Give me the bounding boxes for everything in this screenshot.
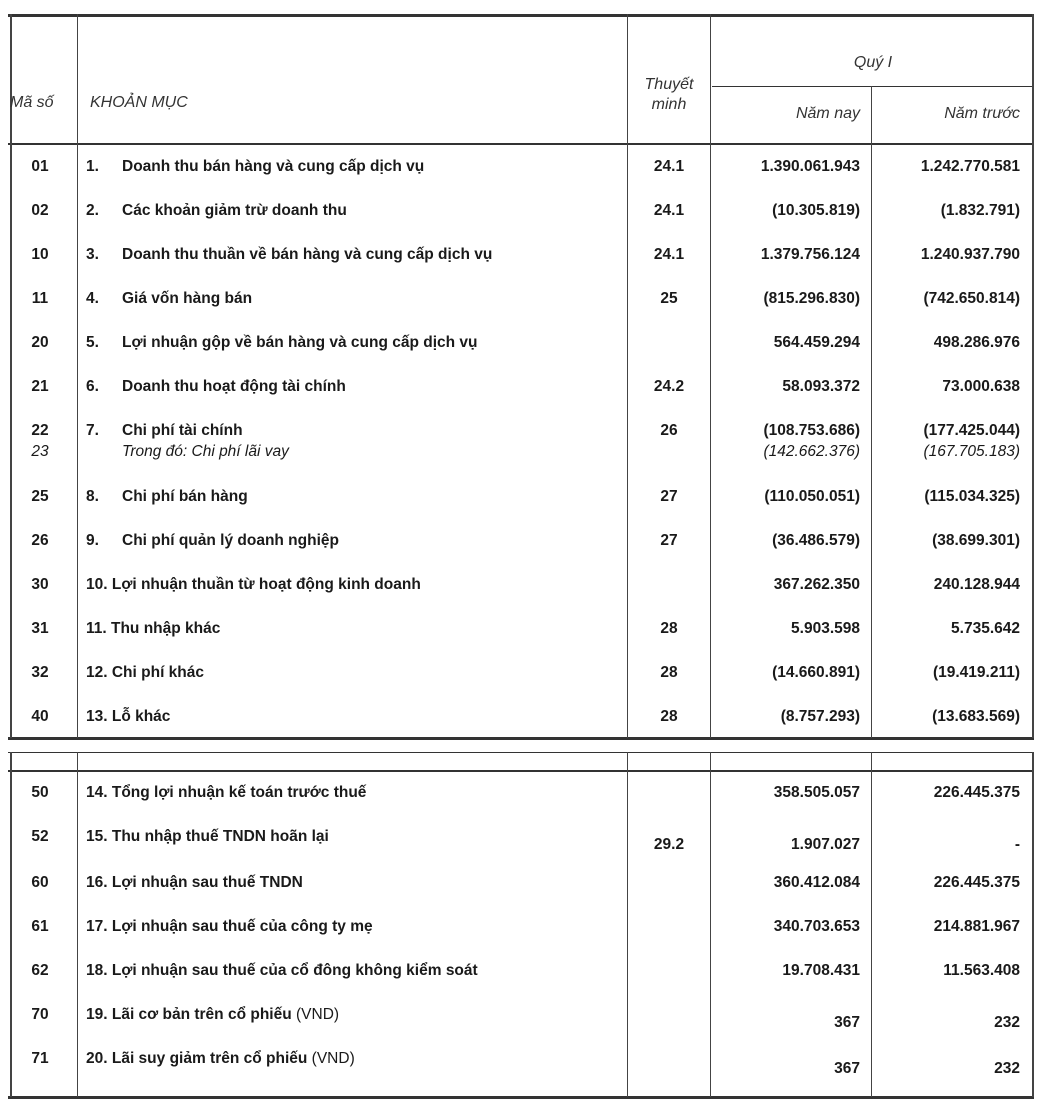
row-current: (36.486.579) [772, 532, 860, 549]
row-sub-current: (142.662.376) [763, 443, 860, 460]
row-current: (14.660.891) [772, 664, 860, 681]
row-current: 340.703.653 [773, 918, 860, 935]
period-divider [712, 86, 1034, 87]
row-code: 26 [31, 532, 49, 549]
row-current: 5.903.598 [791, 620, 860, 637]
row-previous: 73.000.638 [942, 378, 1020, 395]
row-number: 3. [86, 246, 99, 263]
header-current-year: Năm nay [795, 105, 860, 122]
row-current: 1.907.027 [791, 836, 860, 853]
row-previous: 498.286.976 [933, 334, 1020, 351]
row-sub-code: 23 [31, 443, 49, 460]
table-row [0, 960, 1041, 1004]
row-note: 25 [660, 290, 678, 307]
row-note: 28 [660, 664, 678, 681]
row-note: 24.1 [653, 202, 685, 219]
row-label: Doanh thu bán hàng và cung cấp dịch vụ [122, 158, 425, 175]
row-note: 27 [660, 532, 678, 549]
row-note: 28 [660, 708, 678, 725]
income-statement-bottom [0, 752, 1041, 1106]
row-code: 60 [31, 874, 49, 891]
row-previous: 1.240.937.790 [920, 246, 1020, 263]
table-row [0, 826, 1041, 870]
row-previous: (38.699.301) [932, 532, 1020, 549]
header-period: Quý I [853, 54, 893, 71]
row-code: 40 [31, 708, 49, 725]
row-previous: (742.650.814) [923, 290, 1020, 307]
row-number: 2. [86, 202, 99, 219]
row-current: 1.390.061.943 [760, 158, 860, 175]
row-code: 61 [31, 918, 49, 935]
header-note-line2: minh [651, 96, 687, 113]
row-previous: (19.419.211) [932, 664, 1020, 681]
row-previous: 5.735.642 [951, 620, 1020, 637]
table-row [0, 618, 1041, 662]
table-row [0, 706, 1041, 750]
row-number: 7. [86, 422, 99, 439]
row-note: 29.2 [653, 836, 685, 853]
row-current: 564.459.294 [773, 334, 860, 351]
table-row [0, 156, 1041, 200]
row-code: 02 [31, 202, 49, 219]
row-previous: (177.425.044) [923, 422, 1020, 439]
header-bottom-rule [8, 143, 1034, 145]
row-code: 11 [31, 290, 49, 307]
row-code: 70 [31, 1006, 49, 1023]
row-label: 11. Thu nhập khác [86, 620, 221, 637]
row-current: 360.412.084 [773, 874, 860, 891]
table-row [0, 244, 1041, 288]
bottom-border [8, 1096, 1034, 1099]
header-note-line1: Thuyết [644, 76, 694, 93]
row-current: (108.753.686) [763, 422, 860, 439]
header-code: Mã số [10, 94, 54, 111]
row-note: 24.1 [653, 158, 685, 175]
row-code: 22 [31, 422, 49, 439]
table-row [0, 200, 1041, 244]
row-label: 16. Lợi nhuận sau thuế TNDN [86, 874, 303, 891]
row-previous: 1.242.770.581 [920, 158, 1020, 175]
row-note: 24.2 [653, 378, 685, 395]
row-previous: 240.128.944 [933, 576, 1020, 593]
table-row [0, 662, 1041, 706]
row-label: 10. Lợi nhuận thuần từ hoạt động kinh doanh [86, 576, 421, 593]
row-current: 367 [834, 1060, 860, 1077]
row-label: 19. Lãi cơ bản trên cổ phiếu (VND) [86, 1006, 340, 1023]
row-current: 1.379.756.124 [760, 246, 860, 263]
row-code: 30 [31, 576, 49, 593]
row-label: Chi phí tài chính [122, 422, 243, 439]
row-code: 50 [31, 784, 49, 801]
table-row [0, 1048, 1041, 1092]
row-code: 32 [31, 664, 49, 681]
row-previous: (1.832.791) [940, 202, 1020, 219]
row-current: (110.050.051) [764, 488, 860, 505]
row-number: 4. [86, 290, 99, 307]
row-label: Lợi nhuận gộp về bán hàng và cung cấp dịch vụ [122, 334, 478, 351]
row-label: 20. Lãi suy giảm trên cổ phiếu (VND) [86, 1050, 355, 1067]
row-code: 52 [31, 828, 49, 845]
row-code: 31 [31, 620, 49, 637]
row-unit: (VND) [307, 1050, 355, 1067]
row-code: 71 [31, 1050, 49, 1067]
row-sub-label: Trong đó: Chi phí lãi vay [122, 443, 289, 460]
row-code: 01 [31, 158, 49, 175]
table-row [0, 376, 1041, 420]
header-item: KHOẢN MỤC [90, 94, 188, 111]
row-number: 8. [86, 488, 99, 505]
income-statement-top [0, 10, 1041, 740]
table-row [0, 420, 1041, 484]
row-unit: (VND) [291, 1006, 340, 1023]
row-previous: 226.445.375 [933, 874, 1020, 891]
row-previous: (13.683.569) [932, 708, 1020, 725]
row-label: Doanh thu hoạt động tài chính [122, 378, 346, 395]
row-number: 9. [86, 532, 99, 549]
row-label: 12. Chi phí khác [86, 664, 205, 681]
row-label: 13. Lỗ khác [86, 708, 171, 725]
row-code: 10 [31, 246, 49, 263]
row-current: 367.262.350 [773, 576, 860, 593]
table-row [0, 486, 1041, 530]
row-label: Chi phí bán hàng [122, 488, 248, 505]
table-row [0, 288, 1041, 332]
header-previous-year: Năm trước [944, 105, 1020, 122]
row-previous: 214.881.967 [933, 918, 1020, 935]
row-number: 1. [86, 158, 99, 175]
row-current: 367 [834, 1014, 860, 1031]
row-note: 27 [660, 488, 678, 505]
row-label: 15. Thu nhập thuế TNDN hoãn lại [86, 828, 329, 845]
row-current: 358.505.057 [773, 784, 860, 801]
row-code: 62 [31, 962, 49, 979]
row-previous: 232 [994, 1060, 1020, 1077]
row-label: Chi phí quản lý doanh nghiệp [122, 532, 339, 549]
row-code: 25 [31, 488, 49, 505]
table-row [0, 782, 1041, 826]
row-previous: - [1014, 836, 1020, 853]
row-sub-previous: (167.705.183) [923, 443, 1020, 460]
row-current: 19.708.431 [782, 962, 860, 979]
row-number: 6. [86, 378, 99, 395]
row-note: 24.1 [653, 246, 685, 263]
row-code: 21 [31, 378, 49, 395]
row-label: 18. Lợi nhuận sau thuế của cổ đông không kiểm soát [86, 962, 478, 979]
row-current: (10.305.819) [772, 202, 860, 219]
row-label: 14. Tổng lợi nhuận kế toán trước thuế [86, 784, 367, 801]
table-row [0, 574, 1041, 618]
section-rule [8, 770, 1034, 772]
row-label: Giá vốn hàng bán [122, 290, 253, 307]
row-previous: 11.563.408 [943, 962, 1020, 979]
row-code: 20 [31, 334, 49, 351]
row-label: Doanh thu thuần về bán hàng và cung cấp dịch vụ [122, 246, 493, 263]
row-label: 17. Lợi nhuận sau thuế của công ty mẹ [86, 918, 373, 935]
row-previous: (115.034.325) [924, 488, 1020, 505]
row-label: Các khoản giảm trừ doanh thu [122, 202, 347, 219]
table-row [0, 872, 1041, 916]
top-border [8, 752, 1034, 753]
row-number: 5. [86, 334, 99, 351]
row-note: 26 [660, 422, 678, 439]
table-row [0, 530, 1041, 574]
top-border [8, 14, 1034, 17]
table-row [0, 332, 1041, 376]
row-current: (815.296.830) [763, 290, 860, 307]
table-row [0, 1004, 1041, 1048]
row-note: 28 [660, 620, 678, 637]
table-row [0, 916, 1041, 960]
row-current: 58.093.372 [782, 378, 860, 395]
row-previous: 232 [994, 1014, 1020, 1031]
row-previous: 226.445.375 [933, 784, 1020, 801]
row-current: (8.757.293) [780, 708, 860, 725]
